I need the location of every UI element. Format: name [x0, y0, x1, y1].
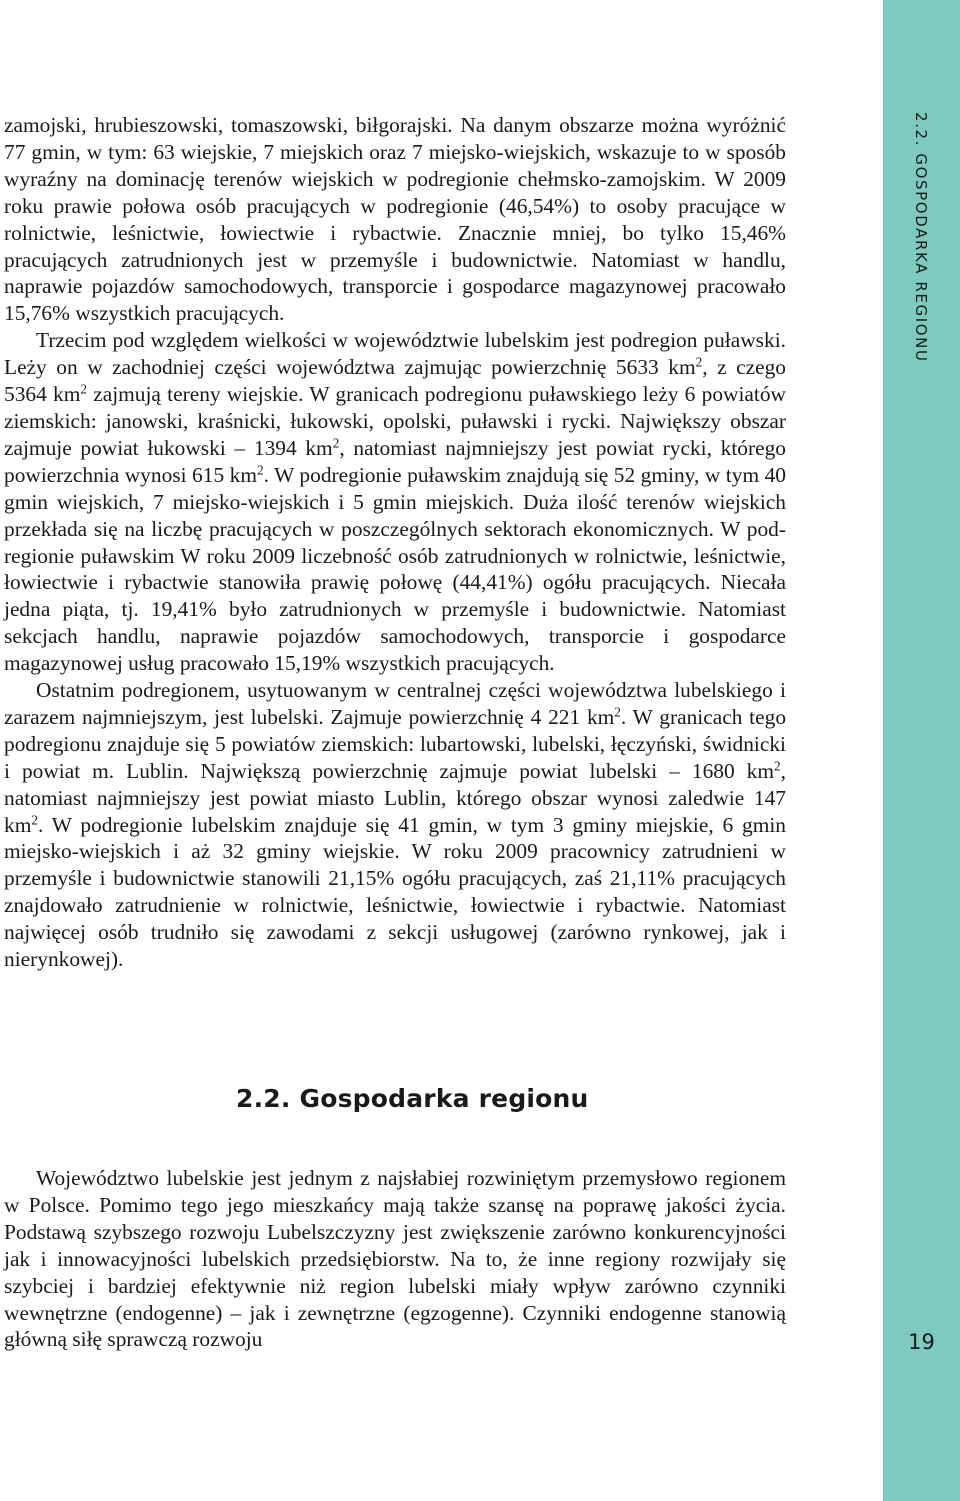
paragraph-text: . W granicach tego podregionu znajduje się 5 powiatów ziemskich: lubartowski, lubelski, łęczyński, świdnicki i powiat m. Lublin. Największą powierzchnię zajmuje powiat lubelski – 1680 km [4, 704, 787, 783]
paragraph [4, 1165, 786, 1353]
paragraph-text: , z czego 5364 km [4, 355, 786, 407]
superscript: 2 [257, 462, 264, 478]
paragraph-text: Trzecim pod względem wielkości w województwie lubelskim jest podregion puławski. Leży on w zachodniej części województwa zajmując powierzchnię 5633 km [4, 328, 786, 380]
paragraph-text: , natomiast najmniejszy jest powiat rycki, którego powierzchnia wynosi 615 km [4, 435, 786, 487]
paragraph-text: zajmują tereny wiejskie. W granicach podregionu puławskiego leży 6 powiatów ziemskich: janowski, kraśnicki, łukowski, opolski, puławski i rycki. Największy obszar zajmuje powiat łukowski – 1394 km [4, 382, 786, 460]
paragraph-text: . W podregionie puławskim znajdują się 52 gminy, w tym 40 gmin wiejskich, 7 miejsko-wiejskich i 5 gmin miejskich. Duża ilość terenów wiejskich przekłada się na liczbę pracujących w poszczególnych sektorach ekonomicznych. W podregionie puławskim W roku 2009 liczebność osób zatrudnionych w rolnictwie, leśnictwie, łowiectwie i rybactwie stanowiła prawię połowę (44,41%) ogółu pracujących. Niecała jedna piąta, tj. 19,41% było zatrudnionych w przemyśle i budownictwie. Natomiast sekcjach handlu, naprawie pojazdów samochodowych, transporcie i gospodarce magazynowej usług pracowało 15,19% wszystkich pracujących. [4, 462, 786, 676]
paragraph-text: Ostatnim podregionem, usytuowanym w centralnej części województwa lubelskiego i zarazem najmniejszym, jest lubelski. Zajmuje powierzchnię 4 221 km [4, 678, 786, 729]
paragraph-text: zamojski, hrubieszowski, tomaszowski, biłgorajski. Na danym obszarze można wyróżnić 77 gmin, w tym: 63 wiejskie, 7 miejskich oraz 7 miejsko-wiejskich, wskazuje to w sposób wyraźny na dominację terenów wiejskich w podregionie chełmsko-zamojskim. W 2009 roku prawie połowa osób pracujących w podregionie (46,54%) to osoby pracujące w rolnictwie, leśnictwie, łowiectwie i rybactwie. Znacznie mniej, bo tylko 15,46% pracujących zatrudnionych jest w przemyśle i budownictwie. Natomiast w handlu, naprawie pojazdów samochodowych, transporcie i gospodarce magazynowej pracowało 15,76% wszystkich pracujących. [4, 113, 786, 326]
page-number: 19 [908, 1330, 935, 1354]
paragraph-text: , natomiast najmniejszy jest powiat miasto Lublin, którego obszar wynosi zaledwie 147 km [4, 758, 786, 837]
paragraph [4, 112, 786, 327]
superscript: 2 [774, 758, 781, 774]
paragraph-text: . W podregionie lubelskim znajduje się 41 gmin, w tym 3 gminy miejskie, 6 gmin miejsko-wiejskich i aż 32 gminy wiejskie. W roku 2009 pracownicy zatrudnieni w przemyśle i budownictwie stanowili 21,15% ogółu pracujących, zaś 21,11% pracujących znajdowało zatrudnienie w rolnictwie, leśnictwie, łowiectwie i rybactwie. Natomiast najwięcej osób trudniło się zawodami z sekcji usługowej (zarówno rynkowej, jak i nierynkowej). [4, 812, 786, 972]
paragraph-text: Województwo lubelskie jest jednym z najsłabiej rozwiniętym przemysłowo regionem w Polsce. Pomimo tego jego mieszkańcy mają także szansę na poprawę jakości życia. Podstawą szybszego rozwoju Lubelszczyzny jest zwiększenie zarówno konkurencyjności jak i innowacyjności lubelskich przedsiębiorstw. Na to, że inne regiony rozwijały się szybciej i bardziej efektywnie niż region lubelski miały wpływ zarówno czynniki wewnętrzne (endogenne) – jak i zewnętrzne (egzogenne). Czynniki endogenne stanowią główną siłę sprawczą rozwoju [4, 1166, 786, 1352]
body-text-top [4, 112, 786, 973]
section-heading: 2.2. Gospodarka regionu [236, 1084, 589, 1113]
superscript: 2 [695, 354, 703, 370]
paragraph [4, 327, 786, 677]
superscript: 2 [80, 381, 87, 397]
superscript: 2 [614, 704, 621, 720]
body-text-bottom [4, 1165, 786, 1353]
paragraph [4, 677, 786, 973]
running-head: 2.2. GOSPODARKA REGIONU [912, 112, 930, 363]
superscript: 2 [31, 812, 38, 828]
superscript: 2 [332, 435, 340, 451]
